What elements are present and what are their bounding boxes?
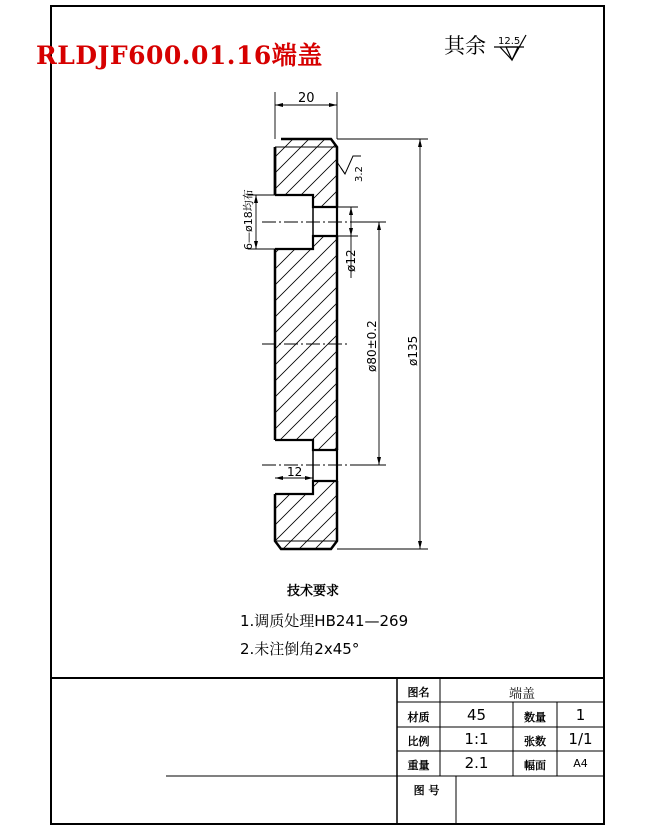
tb-weight-label: 重量 bbox=[407, 759, 430, 772]
tb-material-label: 材质 bbox=[407, 711, 430, 724]
roughness-label: 其余 bbox=[444, 34, 486, 58]
dim-counterbore-depth: 12 bbox=[287, 465, 303, 479]
local-roughness-value: 3.2 bbox=[354, 166, 365, 182]
roughness-value: 12.5 bbox=[498, 36, 521, 47]
drawing-title: RLDJF600.01.16端盖 bbox=[36, 41, 323, 70]
dim-pitch-circle: ø80±0.2 bbox=[365, 320, 379, 372]
dim-thickness: 20 bbox=[298, 91, 315, 106]
tb-quantity-label: 数量 bbox=[524, 711, 546, 724]
tech-requirement-item: 2.未注倒角2x45° bbox=[240, 640, 360, 658]
dim-hole-diameter: ø12 bbox=[344, 249, 358, 272]
tb-name-value: 端盖 bbox=[508, 687, 535, 702]
tb-scale-value: 1:1 bbox=[464, 730, 489, 748]
tb-drawing-no-label: 图 号 bbox=[413, 784, 440, 797]
tb-material-value: 45 bbox=[466, 706, 487, 724]
tech-requirements-title: 技术要求 bbox=[287, 584, 340, 599]
tb-size-label: 幅面 bbox=[524, 759, 546, 772]
tb-size-value: A4 bbox=[573, 757, 588, 770]
tb-name-label: 图名 bbox=[407, 686, 430, 699]
dim-outer-diameter: ø135 bbox=[406, 335, 420, 366]
tech-requirement-item: 1.调质处理HB241—269 bbox=[240, 612, 409, 630]
tb-scale-label: 比例 bbox=[407, 735, 430, 748]
tb-sheets-label: 张数 bbox=[524, 735, 546, 748]
tb-quantity-value: 1 bbox=[575, 706, 586, 724]
tb-sheets-value: 1/1 bbox=[568, 730, 593, 748]
tb-weight-value: 2.1 bbox=[464, 754, 489, 772]
dim-bolt-holes: 6—ø18均布 bbox=[242, 189, 255, 250]
